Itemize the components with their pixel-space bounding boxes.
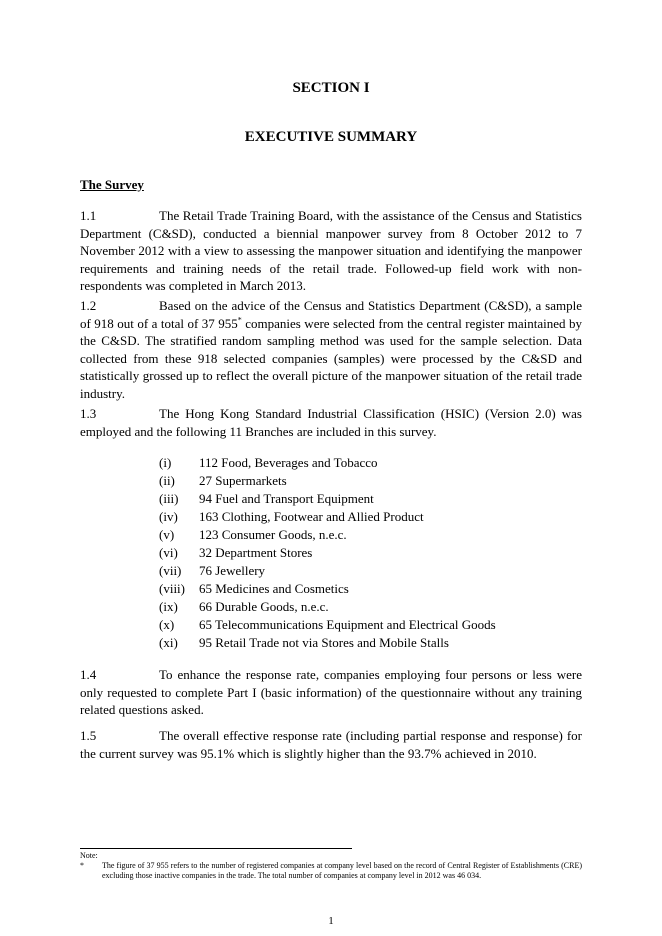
list-item-index: (vi) bbox=[159, 545, 178, 560]
list-item-index: (i) bbox=[159, 455, 172, 470]
footnote-label: Note: bbox=[80, 851, 98, 860]
list-item bbox=[159, 454, 496, 472]
sub-heading: The Survey bbox=[80, 177, 144, 192]
list-item-label: 163 Clothing, Footwear and Allied Product bbox=[199, 509, 424, 524]
list-item-index: (xi) bbox=[159, 635, 178, 650]
list-item bbox=[159, 526, 496, 544]
paragraph-number: 1.3 bbox=[80, 406, 97, 421]
paragraph-1-1 bbox=[80, 207, 582, 295]
paragraph-1-5 bbox=[80, 727, 582, 762]
list-item bbox=[159, 580, 496, 598]
list-item-label: 27 Supermarkets bbox=[199, 473, 287, 488]
list-item bbox=[159, 616, 496, 634]
footnote-body: The figure of 37 955 refers to the number of registered companies at company level based on the record of Central Register of Establishments (CRE) excluding those inactive companies in the trade. The total number of companies at company level in 2012 was 46 034. bbox=[102, 861, 582, 880]
paragraph-text: The Retail Trade Training Board, with the assistance of the Census and Statistics Department (C&SD), conducted a biennial manpower survey from 8 October 2012 to 7 November 2012 with a view to assessing the manpower situation and identifying the manpower requirements and training needs of the retail trade. Followed-up field work with non-respondents was completed in March 2013. bbox=[80, 208, 582, 293]
branch-list bbox=[159, 454, 496, 652]
paragraph-text-cont: companies were selected from the central register maintained by the C&SD. The stratified random sampling method was used for the sample selection. Data collected from these 918 selected companies (samples) were processed by the C&SD and statistically grossed up to reflect the overall picture of the manpower situation of the retail trade industry. bbox=[80, 315, 582, 401]
list-item-label: 32 Department Stores bbox=[199, 545, 313, 560]
list-item-label: 65 Medicines and Cosmetics bbox=[199, 581, 349, 596]
paragraph-1-4 bbox=[80, 666, 582, 719]
list-item-index: (iii) bbox=[159, 491, 179, 506]
list-item bbox=[159, 490, 496, 508]
paragraph-1-3 bbox=[80, 405, 582, 440]
list-item bbox=[159, 472, 496, 490]
paragraph-1-2 bbox=[80, 297, 582, 402]
footnote-marker: * bbox=[237, 315, 242, 325]
list-item-index: (ix) bbox=[159, 599, 178, 614]
list-item-index: (x) bbox=[159, 617, 175, 632]
list-item bbox=[159, 508, 496, 526]
list-item bbox=[159, 598, 496, 616]
list-item bbox=[159, 544, 496, 562]
document-page bbox=[80, 0, 582, 936]
list-item bbox=[159, 562, 496, 580]
list-item-index: (v) bbox=[159, 527, 175, 542]
list-item-label: 112 Food, Beverages and Tobacco bbox=[199, 455, 378, 470]
paragraph-text: The Hong Kong Standard Industrial Classification (HSIC) (Version 2.0) was employed and the following 11 Branches are included in this survey. bbox=[80, 406, 582, 439]
section-title: SECTION I bbox=[292, 80, 370, 96]
list-item-index: (iv) bbox=[159, 509, 178, 524]
page-number: 1 bbox=[328, 915, 334, 927]
list-item-label: 66 Durable Goods, n.e.c. bbox=[199, 599, 329, 614]
document-title: EXECUTIVE SUMMARY bbox=[244, 129, 418, 145]
paragraph-text: Based on the advice of the Census and Statistics Department (C&SD), a sample of 918 out of a total of 37 955 bbox=[80, 298, 582, 331]
paragraph-number: 1.5 bbox=[80, 728, 97, 743]
list-item-label: 76 Jewellery bbox=[199, 563, 266, 578]
footnote-text bbox=[80, 861, 582, 881]
list-item-label: 123 Consumer Goods, n.e.c. bbox=[199, 527, 347, 542]
footnote-mark: * bbox=[80, 861, 84, 870]
paragraph-number: 1.4 bbox=[80, 667, 97, 682]
paragraph-text: The overall effective response rate (including partial response and response) for the current survey was 95.1% which is slightly higher than the 93.7% achieved in 2010. bbox=[80, 728, 582, 761]
footnote-divider bbox=[80, 848, 352, 849]
list-item-label: 95 Retail Trade not via Stores and Mobile Stalls bbox=[199, 635, 449, 650]
list-item bbox=[159, 634, 496, 652]
list-item-index: (vii) bbox=[159, 563, 182, 578]
list-item-label: 94 Fuel and Transport Equipment bbox=[199, 491, 374, 506]
list-item-index: (viii) bbox=[159, 581, 185, 596]
list-item-index: (ii) bbox=[159, 473, 175, 488]
paragraph-text: To enhance the response rate, companies employing four persons or less were only requested to complete Part I (basic information) of the questionnaire without any training related questions asked. bbox=[80, 667, 582, 717]
paragraph-number: 1.1 bbox=[80, 208, 97, 223]
paragraph-number: 1.2 bbox=[80, 298, 97, 313]
list-item-label: 65 Telecommunications Equipment and Electrical Goods bbox=[199, 617, 496, 632]
